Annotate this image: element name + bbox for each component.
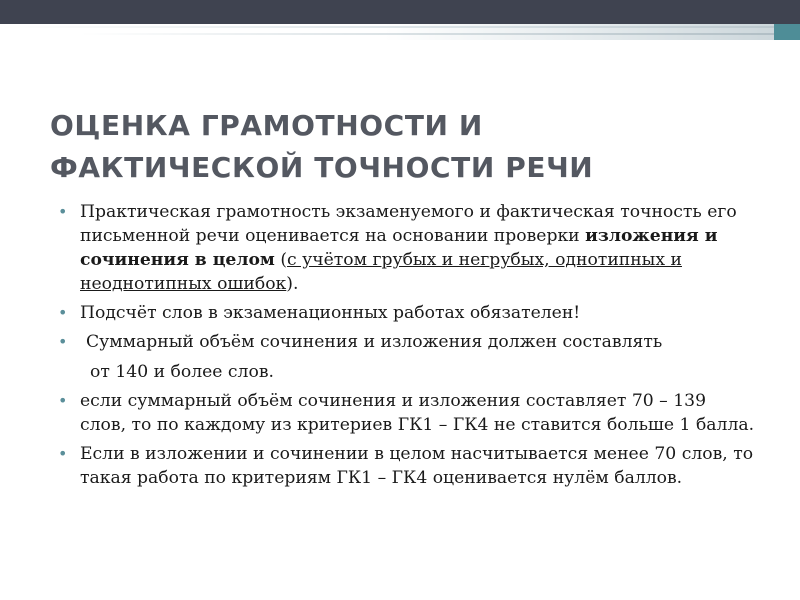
corner-accent-block — [774, 24, 800, 40]
underlined-text: с учётом грубых и негрубых, однотипных и неоднотипных ошибок — [80, 250, 682, 294]
bullet-text: Подсчёт слов в экзаменационных работах обязателен! — [80, 303, 581, 323]
list-item — [56, 389, 756, 437]
title-line-2: ФАКТИЧЕСКОЙ ТОЧНОСТИ РЕЧИ — [50, 151, 594, 184]
list-item — [56, 301, 756, 325]
bullet-icon: • — [58, 202, 68, 221]
title-line-1: ОЦЕНКА ГРАМОТНОСТИ И — [50, 109, 483, 142]
accent-stripe — [0, 24, 800, 40]
top-decorative-bar — [0, 0, 800, 24]
bullet-text: Если в изложении и сочинении в целом насчитывается менее 70 слов, то такая работа по критериям ГК1 – ГК4 оценивается нулём баллов. — [80, 444, 754, 488]
bullet-text: Суммарный объём сочинения и изложения должен составлять — [86, 332, 663, 352]
bullet-icon: • — [58, 332, 68, 351]
bullet-list — [56, 200, 756, 495]
bullet-text: ). — [286, 274, 299, 294]
list-item — [56, 200, 756, 296]
bullet-text: Практическая грамотность экзаменуемого и фактическая точность его письменной речи оценивается на основании проверки — [80, 202, 737, 246]
bullet-text: от 140 и более слов. — [90, 362, 274, 382]
list-item — [56, 442, 756, 490]
bullet-icon: • — [58, 303, 68, 322]
bullet-icon: • — [58, 444, 68, 463]
bold-text: изложения и сочинения в целом — [80, 226, 718, 270]
bullet-icon: • — [58, 391, 68, 410]
stripe-line — [0, 26, 800, 28]
bullet-text: если суммарный объём сочинения и изложения составляет 70 – 139 слов, то по каждому из критериев ГК1 – ГК4 не ставится больше 1 балла. — [80, 391, 755, 435]
stripe-line — [0, 33, 800, 35]
list-item — [56, 360, 756, 384]
bullet-text: ( — [274, 250, 288, 270]
list-item — [56, 330, 756, 354]
slide-title — [50, 105, 770, 189]
